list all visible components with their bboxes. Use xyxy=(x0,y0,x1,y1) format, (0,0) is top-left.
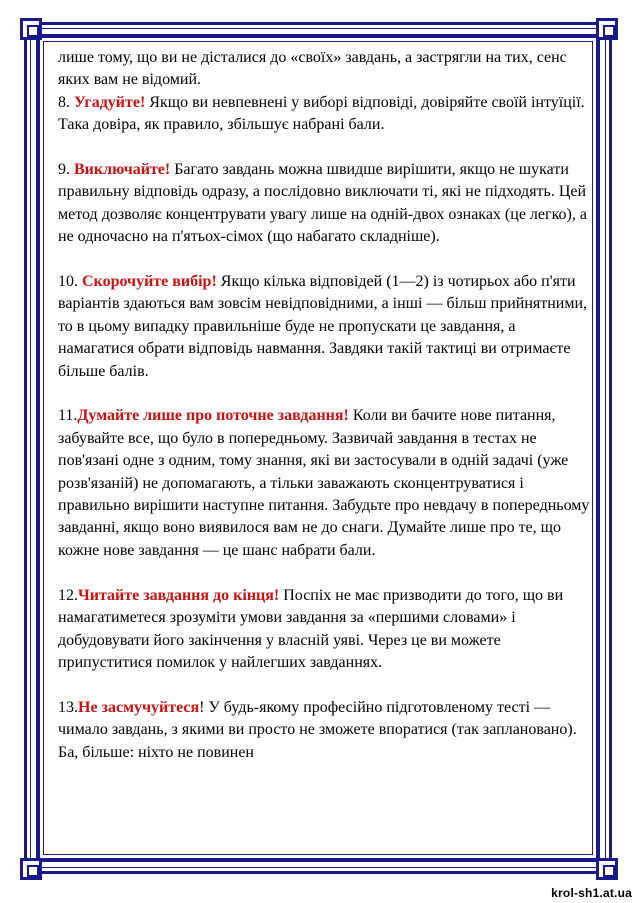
tip-9 xyxy=(58,159,590,249)
tip-8 xyxy=(58,92,590,137)
tip-body: ! У будь-якому професійно підготовленому тесті — чимало завдань, з якими ви просто не зможете впоратися (так заплановано). Ба, більше: ніхто не повинен xyxy=(58,698,577,761)
tip-body: Коли ви бачите нове питання, забувайте все, що було в попередньому. Зазвичай завдання в тестах не пов'язані одне з одним, тому знання, які ви застосували в одній задачі (уже розв'язаній) не допомагають, а тільки заважають сконцентруватися і правильно вирішити наступне питання. Забудьте про невдачу в попередньому завданні, якщо воно виявилося вам не до снаги. Думайте лише про те, що кожне нове завдання — це шанс набрати бали. xyxy=(58,407,590,559)
tip-number: 13. xyxy=(58,698,78,716)
tip-body: Якщо кілька відповідей (1—2) із чотирьох або п'яти варіантів здаються вам зовсім невідповідними, а інші — більш прийнятними, то в цьому випадку правильніше буде не пропускати це завдання, а намагатися обрати відповідь навмання. Завдяки такій тактиці ви отримаєте більше балів. xyxy=(58,273,588,380)
paragraph-gap xyxy=(58,562,590,584)
document-body xyxy=(58,47,590,764)
tip-heading: Читайте завдання до кінця! xyxy=(78,586,280,604)
tip-heading: Не засмучуйтеся xyxy=(78,698,200,716)
tip-heading: Угадуйте! xyxy=(74,93,146,111)
tip-number: 12. xyxy=(58,586,78,604)
tip-heading: Виключайте! xyxy=(74,161,171,179)
tip-body: Багато завдань можна швидше вирішити, якщо не шукати правильну відповідь одразу, а послідовно виключати ті, які не підходять. Цей метод дозволяє концентрувати увагу лише на одній-двох ознаках (це легко), а не одночасно на п'ятьох-сімох (що набагато складніше). xyxy=(58,161,587,246)
corner-ornament-top-left xyxy=(20,18,42,40)
tip-number: 9. xyxy=(58,161,74,179)
paragraph-gap xyxy=(58,383,590,405)
tip-heading: Думайте лише про поточне завдання! xyxy=(77,407,349,425)
site-watermark: krol-sh1.at.ua xyxy=(551,886,632,900)
paragraph-gap xyxy=(58,249,590,271)
tip-number: 11. xyxy=(58,407,78,425)
corner-ornament-top-right xyxy=(596,18,618,40)
tip-number: 10. xyxy=(58,273,82,291)
corner-ornament-bottom-right xyxy=(596,858,618,880)
tip-body: Поспіх не має призводити до того, що ви намагатиметеся зрозуміти умови завдання за «першими словами» і добудовувати його закінчення у власній уяві. Через це ви можете припуститися помилок у найлегших завданнях. xyxy=(58,586,564,671)
paragraph-gap xyxy=(58,137,590,159)
tip-body: Якщо ви невпевнені у виборі відповіді, довіряйте своїй інтуїції. Така довіра, як правило, збільшує набрані бали. xyxy=(58,93,585,134)
paragraph-gap xyxy=(58,674,590,696)
tip-number: 8. xyxy=(58,93,74,111)
intro-paragraph: лише тому, що ви не дісталися до «своїх» завдань, а застрягли на тих, сенс яких вам не відомий. xyxy=(58,49,567,89)
tip-heading: Скорочуйте вибір! xyxy=(82,273,217,291)
tip-11 xyxy=(58,405,590,562)
corner-ornament-bottom-left xyxy=(20,858,42,880)
tip-13 xyxy=(58,697,590,764)
tip-10 xyxy=(58,271,590,383)
tip-12 xyxy=(58,585,590,675)
